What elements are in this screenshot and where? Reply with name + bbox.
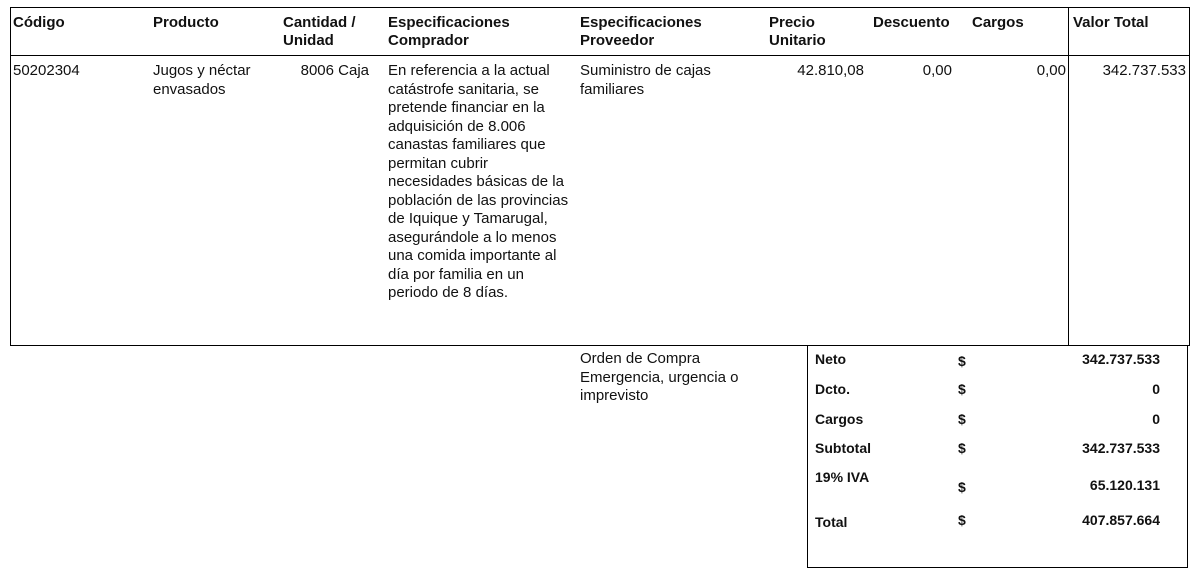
cell-producto: Jugos y néctar envasados <box>153 62 251 98</box>
valor-total-left-border <box>1068 7 1069 346</box>
header-espec-comprador: Especificaciones Comprador <box>388 14 510 49</box>
summary-label-dcto: Dcto. <box>815 381 850 397</box>
header-cantidad: Cantidad / Unidad <box>283 14 356 49</box>
cell-cargos: 0,00 <box>1036 62 1066 79</box>
summary-value-dcto: 0 <box>1152 381 1160 397</box>
header-producto: Producto <box>153 14 219 31</box>
summary-currency-iva: $ <box>958 479 966 495</box>
header-descuento: Descuento <box>873 14 950 31</box>
summary-label-subtotal: Subtotal <box>815 440 871 456</box>
header-precio: Precio Unitario <box>769 14 826 49</box>
summary-box <box>807 345 1188 568</box>
header-codigo: Código <box>13 14 65 31</box>
summary-label-cargos: Cargos <box>815 411 864 427</box>
summary-value-cargos: 0 <box>1152 411 1160 427</box>
summary-value-neto: 342.737.533 <box>1082 351 1160 367</box>
cell-espec-proveedor: Suministro de cajas familiares <box>580 62 711 98</box>
cell-descuento: 0,00 <box>922 62 952 79</box>
summary-currency-cargos: $ <box>958 411 966 427</box>
summary-currency-neto: $ <box>958 353 966 369</box>
header-valor-total: Valor Total <box>1073 14 1149 31</box>
summary-label-neto: Neto <box>815 351 847 367</box>
summary-label-total: Total <box>815 514 848 530</box>
header-espec-proveedor: Especificaciones Proveedor <box>580 14 702 49</box>
table-top-border <box>10 7 1190 8</box>
cell-cantidad: 8006 Caja <box>300 62 369 79</box>
cell-espec-comprador: En referencia a la actual catástrofe sanitaria, se pretende financiar en la adquisición de 8.006 canastas familiares que permitan cubrir necesidades básicas de la población de las provincias de Iquique y Tamarugal, asegurándole a lo menos una comida importante al día por familia en un periodo de 8 días. <box>388 62 569 301</box>
header-bottom-border <box>10 55 1190 56</box>
table-right-border <box>1189 7 1190 346</box>
summary-currency-subtotal: $ <box>958 440 966 456</box>
order-type-note: Orden de Compra Emergencia, urgencia o imprevisto <box>580 350 739 404</box>
summary-label-iva: 19% IVA <box>815 469 870 485</box>
table-left-border <box>10 7 11 346</box>
summary-value-subtotal: 342.737.533 <box>1082 440 1160 456</box>
summary-currency-dcto: $ <box>958 381 966 397</box>
summary-value-total: 407.857.664 <box>1082 512 1160 528</box>
summary-currency-total: $ <box>958 512 966 528</box>
cell-valor-total: 342.737.533 <box>1102 62 1186 79</box>
summary-value-iva: 65.120.131 <box>1089 477 1160 493</box>
header-cargos: Cargos <box>972 14 1024 31</box>
cell-precio: 42.810,08 <box>797 62 864 79</box>
cell-codigo: 50202304 <box>13 62 80 79</box>
